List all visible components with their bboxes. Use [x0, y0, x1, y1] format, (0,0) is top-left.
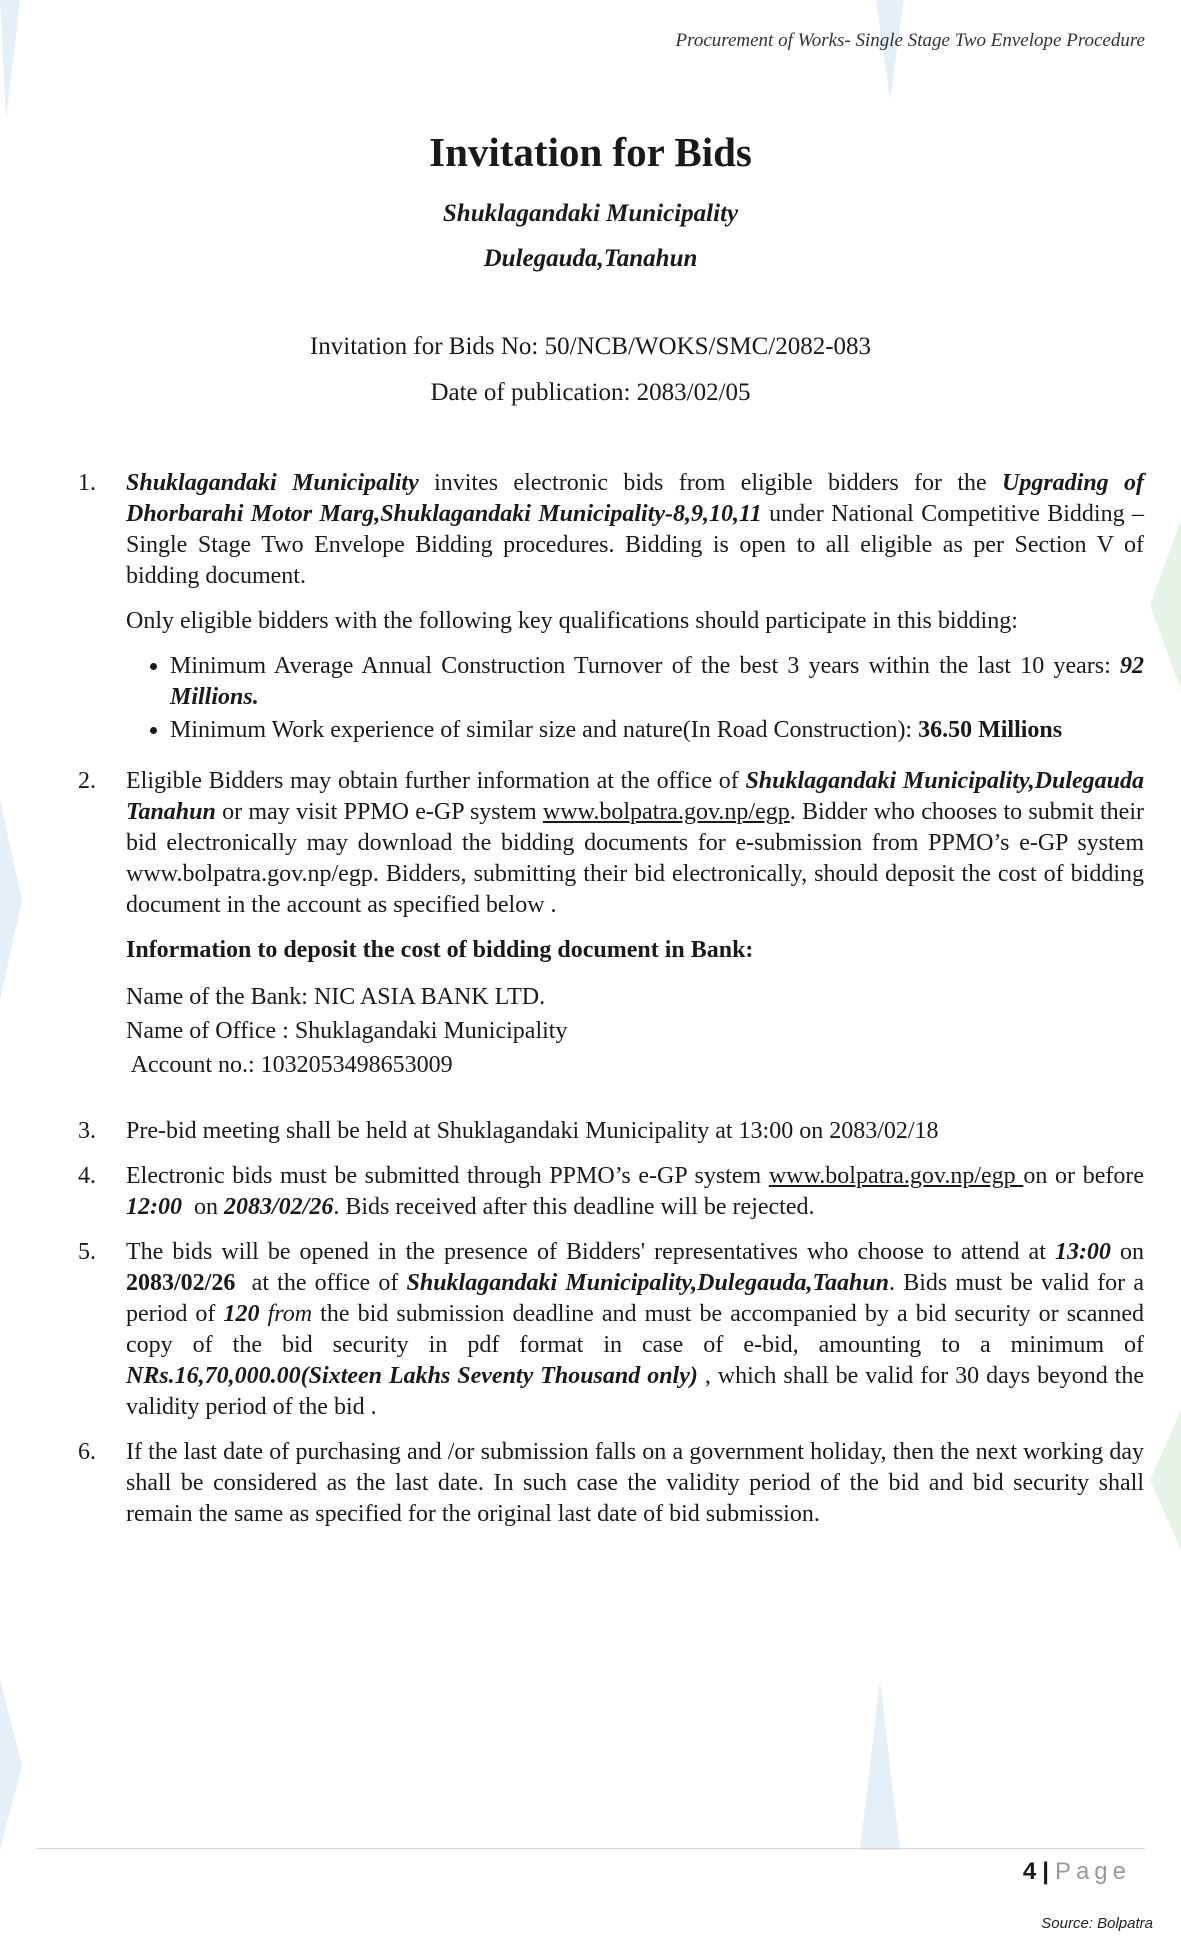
text-span: or may visit PPMO e-GP system [215, 799, 543, 825]
deadline-date: 2083/02/26 [224, 1194, 334, 1220]
page-separator: | [1042, 1858, 1049, 1885]
clause-4-text [126, 1161, 1144, 1223]
bank-details [126, 980, 1144, 1082]
page-word: Page [1054, 1858, 1131, 1885]
clause-1-text [126, 468, 1144, 592]
list-item [170, 651, 1144, 713]
watermark-arrow-icon [0, 0, 40, 120]
text-span: on or before [1023, 1163, 1144, 1189]
list-item [170, 715, 1144, 746]
page-number-value: 4 [1022, 1858, 1037, 1885]
office-name: Shuklagandaki Municipality,Dulegauda,Taahun [406, 1270, 890, 1296]
text-span: The bids will be opened in the presence of Bidders' representatives who choose to attend at [126, 1239, 1055, 1265]
clause-3-text: Pre-bid meeting shall be held at Shuklagandaki Municipality at 13:00 on 2083/02/18 [126, 1118, 939, 1144]
clause-6 [78, 1437, 1144, 1530]
office-name-line: Name of Office : Shuklagandaki Municipality [126, 1018, 568, 1044]
clause-1 [78, 468, 1144, 752]
opening-date: 2083/02/26 [126, 1270, 236, 1296]
clause-number: 2. [78, 768, 96, 794]
opening-time: 13:00 [1054, 1239, 1111, 1265]
text-span: Minimum Work experience of similar size and nature(In Road Construction): [170, 717, 919, 743]
watermark-arrow-icon [0, 800, 22, 1000]
qualifications-intro: Only eligible bidders with the following key qualifications should participate in this bidding: [126, 608, 1018, 634]
watermark-arrow-icon [0, 1680, 22, 1850]
organization-address: Dulegauda,Tanahun [483, 245, 698, 272]
clause-3 [78, 1116, 1144, 1147]
text-span: Eligible Bidders may obtain further information at the office of [126, 768, 746, 794]
running-header: Procurement of Works- Single Stage Two Envelope Procedure [675, 30, 1145, 51]
text-span: on [1110, 1239, 1144, 1265]
text-span: Electronic bids must be submitted through PPMO’s e-GP system [126, 1163, 769, 1189]
clause-5-text [126, 1237, 1144, 1423]
text-span: . Bids must be valid for a period of [126, 1270, 1144, 1327]
clause-number: 4. [78, 1163, 96, 1189]
watermark-arrow-icon [1150, 520, 1181, 690]
text-span: the bid submission deadline and must be accompanied by a bid security or scanned copy of the bid security in pdf format in case of e-bid, amounting to a minimum of [126, 1301, 1144, 1358]
clause-6-text: If the last date of purchasing and /or submission falls on a government holiday, then the next working day shall be considered as the last date. In such case the validity period of the bid and bid security shall remain the same as specified for the original last date of bid submission. [126, 1439, 1144, 1527]
clause-2 [78, 766, 1144, 1082]
page-number [1023, 1858, 1131, 1886]
text-span: from [259, 1301, 313, 1327]
validity-days: 120 [223, 1301, 260, 1327]
page-title: Invitation for Bids [429, 129, 752, 175]
footer-divider [36, 1848, 1145, 1849]
project-name: Upgrading of Dhorbarahi Motor Marg,Shuklagandaki Municipality-8,9,10,11 [126, 470, 1145, 527]
bank-name: Name of the Bank: NIC ASIA BANK LTD. [126, 984, 546, 1010]
source-credit: Source: Bolpatra [1041, 1915, 1153, 1932]
clause-number: 5. [78, 1239, 96, 1265]
clause-2-text [126, 766, 1144, 921]
text-span: Minimum Average Annual Construction Turnover of the best 3 years within the last 10 years: [170, 653, 1120, 679]
clause-number: 3. [78, 1118, 96, 1144]
turnover-value: 92 Millions. [170, 653, 1144, 710]
text-span: under National Competitive Bidding – Single Stage Two Envelope Bidding procedures. Bidding is open to all eligible as per Section V of bidding document. [126, 501, 1145, 589]
bid-security-amount: NRs.16,70,000.00(Sixteen Lakhs Seventy Thousand only) [126, 1363, 698, 1389]
watermark-arrow-icon [860, 1680, 900, 1850]
text-span: at the office of [235, 1270, 407, 1296]
text-span: invites electronic bids from eligible bidders for the [418, 470, 1002, 496]
clause-5 [78, 1237, 1144, 1423]
experience-value: 36.50 Millions [918, 717, 1063, 743]
ifb-number: Invitation for Bids No: 50/NCB/WOKS/SMC/2082-083 [309, 333, 872, 360]
text-span: on [182, 1194, 224, 1220]
clause-4 [78, 1161, 1144, 1223]
deadline-time: 12:00 [126, 1194, 182, 1220]
publication-date: Date of publication: 2083/02/05 [430, 379, 751, 406]
text-span: , which shall be valid for 30 days beyond the validity period of the bid . [126, 1363, 1144, 1420]
text-span: . Bids received after this deadline will be rejected. [333, 1194, 815, 1220]
watermark-arrow-icon [1150, 1410, 1181, 1550]
account-number: Account no.: 1032053498653009 [126, 1052, 453, 1078]
office-name: Shuklagandaki Municipality,Dulegauda Tanahun [126, 768, 1144, 825]
egp-link[interactable]: www.bolpatra.gov.np/egp [768, 1163, 1024, 1189]
bank-heading: Information to deposit the cost of bidding document in Bank: [126, 937, 754, 963]
text-span: . Bidder who chooses to submit their bid electronically may download the bidding documents for e-submission from PPMO’s e-GP system www.bolpatra.gov.np/egp. Bidders, submitting their bid electronically, should deposit the cost of bidding document in the account as specified below . [126, 799, 1144, 918]
qualification-list [126, 651, 1144, 746]
org-name: Shuklagandaki Municipality [126, 470, 419, 496]
egp-link[interactable]: www.bolpatra.gov.np/egp [542, 799, 790, 825]
organization-name: Shuklagandaki Municipality [442, 200, 739, 227]
clause-number: 1. [78, 470, 96, 496]
bid-clauses [78, 468, 1144, 1544]
clause-number: 6. [78, 1439, 96, 1465]
